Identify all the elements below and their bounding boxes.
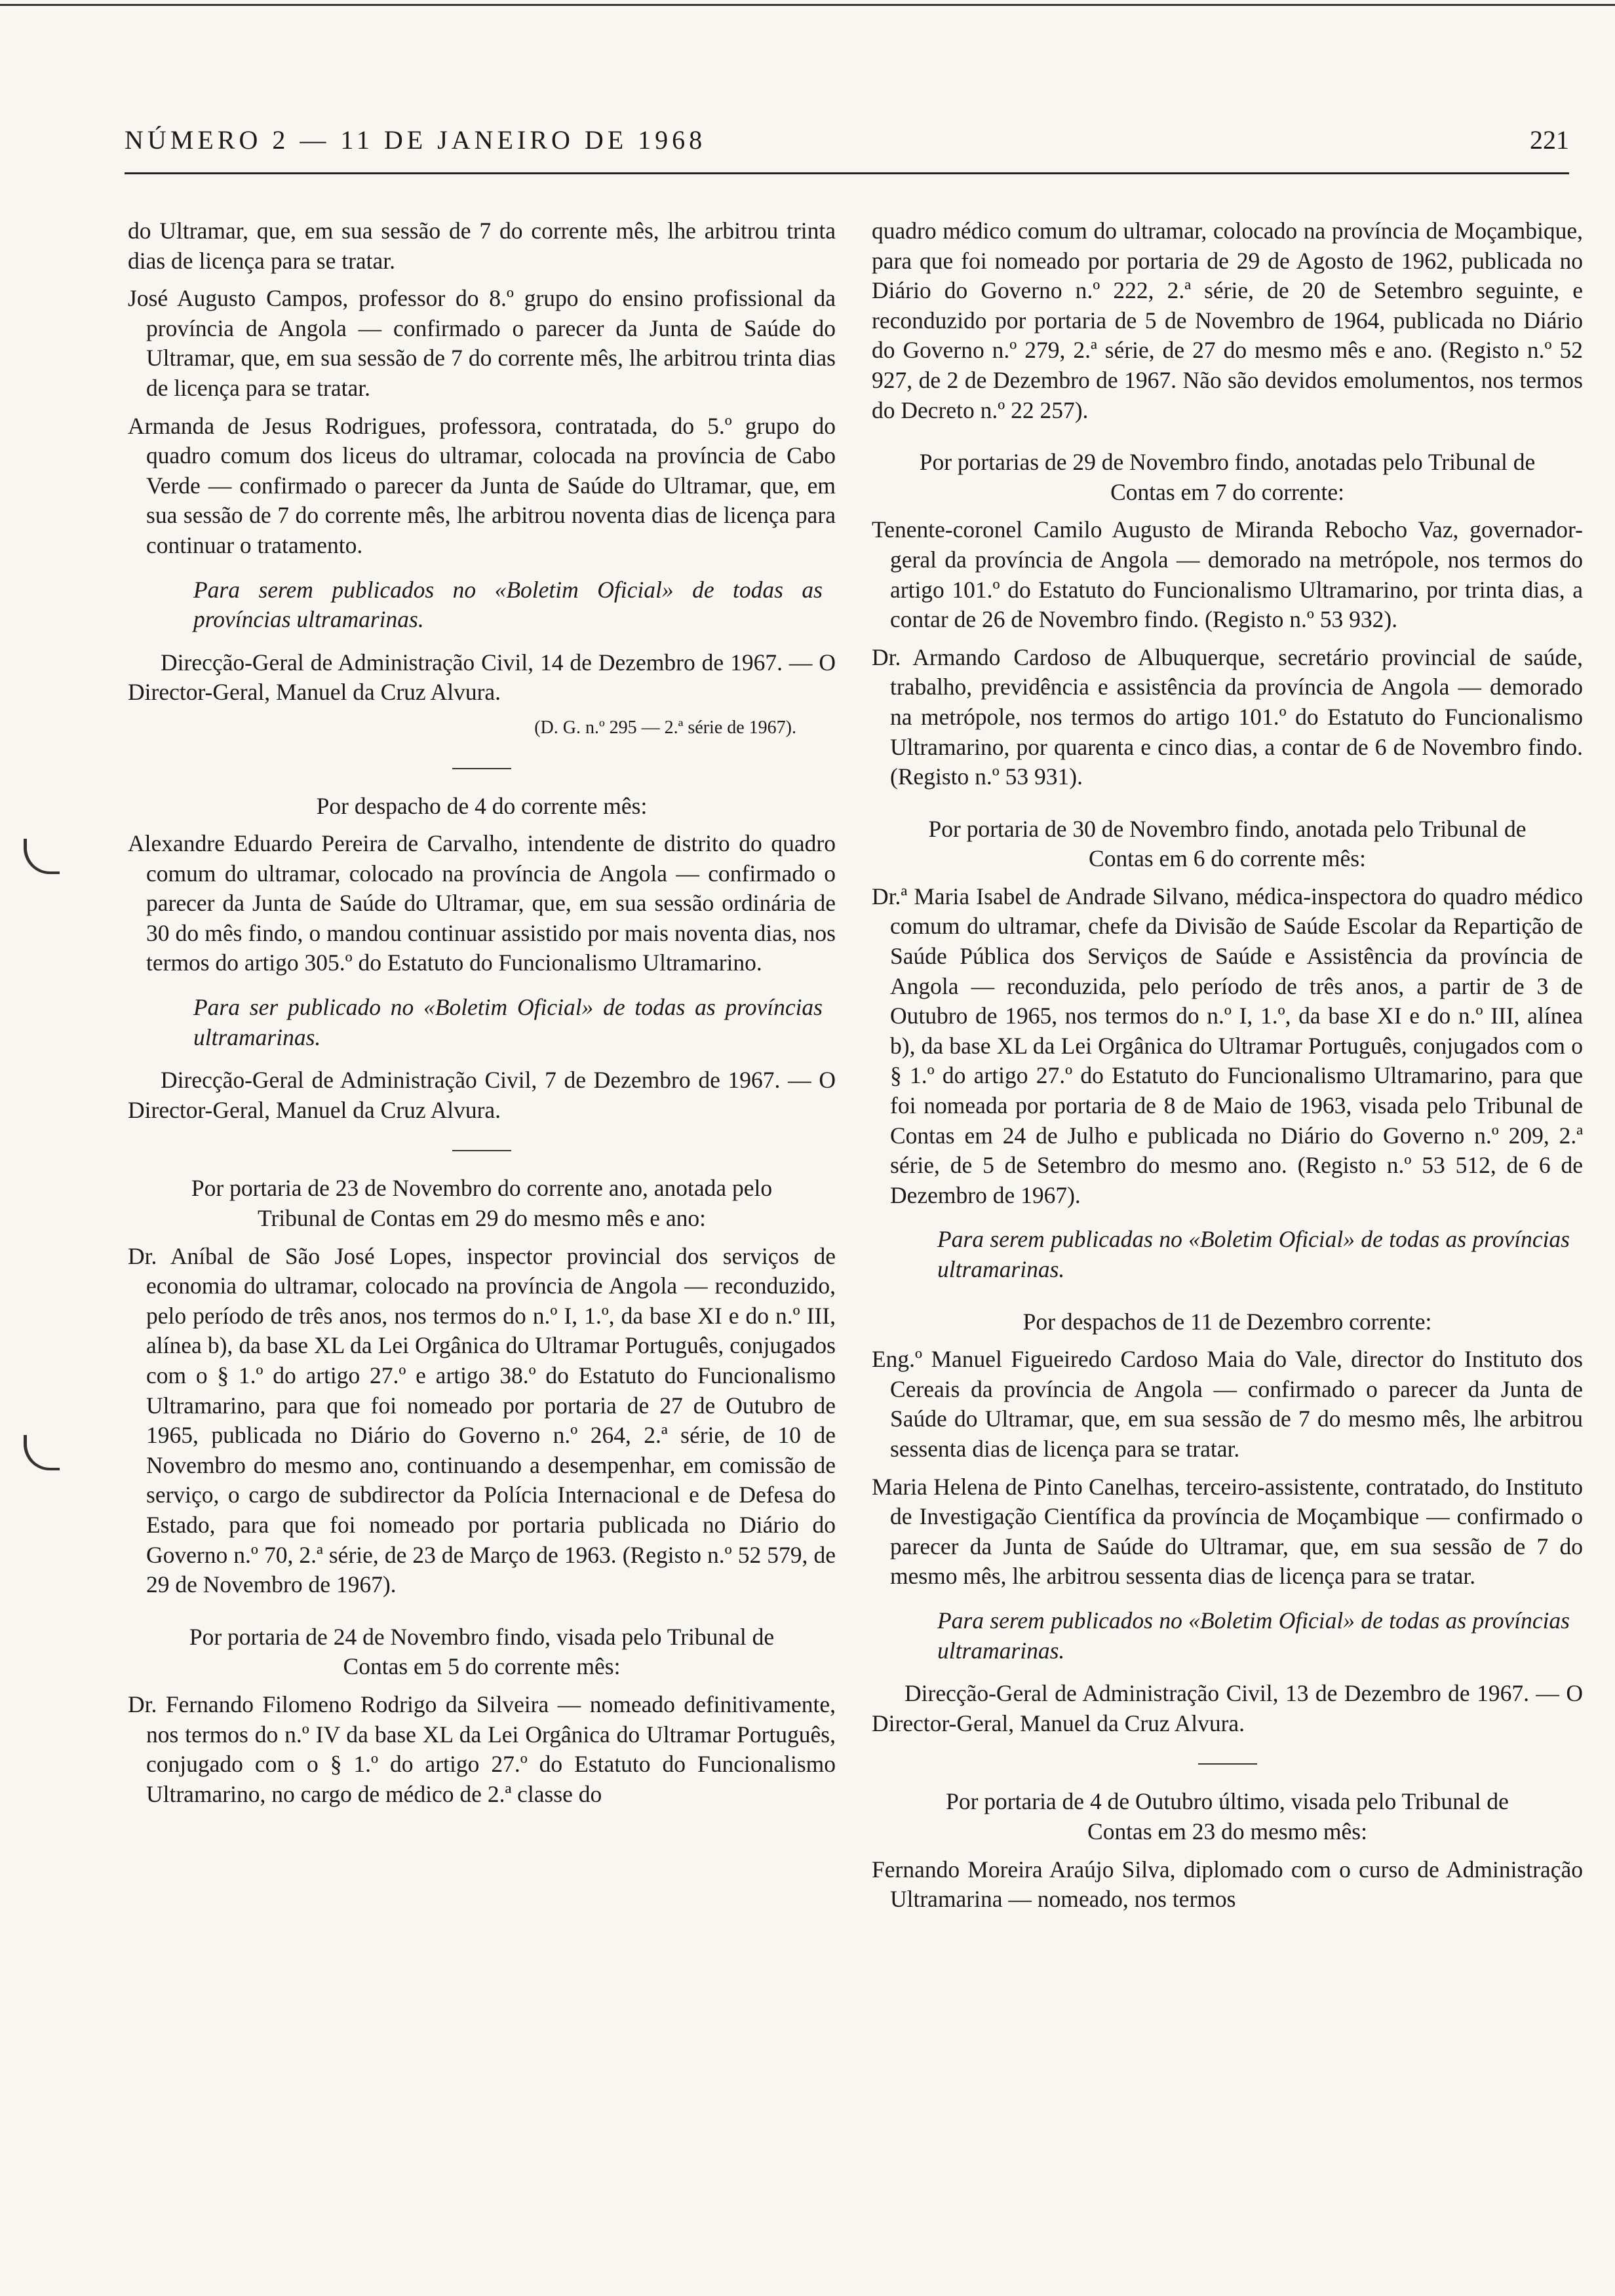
paragraph: Fernando Moreira Araújo Silva, diplomado com o curso de Administração Ultramarina — nomeado, nos termos <box>872 1856 1583 1913</box>
paragraph: Eng.º Manuel Figueiredo Cardoso Maia do Vale, director do Instituto dos Cereais da província de Angola — confirmado o parecer da Junta de Saúde do Ultramar, que, em sua sessão de 7 do mesmo mês, lhe arbitrou sessenta dias de licença para se tratar. <box>872 1346 1583 1462</box>
publication-note: Para serem publicadas no «Boletim Oficial» de todas as províncias ultramarinas. <box>937 1226 1570 1282</box>
section-separator <box>1198 1763 1257 1765</box>
paragraph: Dr.ª Maria Isabel de Andrade Silvano, médica-inspectora do quadro médico comum do ultramar, chefe da Divisão de Saúde Escolar da Repartição de Saúde Pública dos Serviços de Saúde e Assistência da província de Angola — reconduzida, pelo período de três anos, a partir de 3 de Outubro de 1965, nos termos do n.º I, 1.º, da base XI e do n.º III, alínea b), da base XL da Lei Orgânica do Ultramar Português, conjugados com o § 1.º do artigo 27.º do Estatuto do Funcionalismo Ultramarino, para que foi nomeada por portaria de 8 de Maio de 1963, visada pelo Tribunal de Contas em 24 de Julho e publicada no Diário do Governo n.º 209, 2.ª série, de 5 de Setembro do mesmo ano. (Registo n.º 53 512, de 6 de Dezembro de 1967). <box>872 883 1583 1208</box>
section-intro: Por portaria de 4 de Outubro último, visada pelo Tribunal de Contas em 23 do mesmo mês: <box>946 1788 1509 1845</box>
margin-mark <box>24 1435 60 1470</box>
section-separator <box>452 768 511 769</box>
paragraph: Dr. Fernando Filomeno Rodrigo da Silveira — nomeado definitivamente, nos termos do n.º IV da base XL da Lei Orgânica do Ultramar Português, conjugado com o § 1.º do artigo 27.º do Estatuto do Funcionalismo Ultramarino, no cargo de médico de 2.ª classe do <box>128 1691 836 1807</box>
publication-note: Para serem publicados no «Boletim Oficial» de todas as províncias ultramarinas. <box>193 576 823 633</box>
paragraph: Dr. Armando Cardoso de Albuquerque, secretário provincial de saúde, trabalho, previdência e assistência da província de Angola — demorado na metrópole, nos termos do artigo 101.º do Estatuto do Funcionalismo Ultramarino, por quarenta e cinco dias, a contar de 6 de Novembro findo. (Registo n.º 53 931). <box>872 643 1583 790</box>
section-intro: Por despachos de 11 de Dezembro corrente: <box>1022 1308 1432 1335</box>
margin-mark <box>24 839 60 874</box>
section-intro: Por despacho de 4 do corrente mês: <box>316 792 648 819</box>
section-intro: Por portaria de 23 de Novembro do corrente ano, anotada pelo Tribunal de Contas em 29 do mesmo mês e ano: <box>191 1175 773 1232</box>
paragraph: Alexandre Eduardo Pereira de Carvalho, intendente de distrito do quadro comum do ultramar, colocado na província de Angola — confirmado o parecer da Junta de Saúde do Ultramar, que, em sua sessão ordinária de 30 do mês findo, o mandou continuar assistido por mais noventa dias, nos termos do artigo 305.º do Estatuto do Funcionalismo Ultramarino. <box>128 830 836 976</box>
publication-note: Para serem publicados no «Boletim Oficial» de todas as províncias ultramarinas. <box>937 1607 1570 1664</box>
publication-note: Para ser publicado no «Boletim Oficial» de todas as províncias ultramarinas. <box>193 994 823 1050</box>
right-column <box>872 216 1583 1923</box>
issue-title: NÚMERO 2 — 11 DE JANEIRO DE 1968 <box>125 125 707 155</box>
signature: Direcção-Geral de Administração Civil, 13 de Dezembro de 1967. — O Director-Geral, Manuel da Cruz Alvura. <box>872 1680 1583 1736</box>
page-header <box>125 124 1569 170</box>
section-separator <box>452 1150 511 1151</box>
source-reference: (D. G. n.º 295 — 2.ª série de 1967). <box>534 717 796 738</box>
paragraph: Tenente-coronel Camilo Augusto de Miranda Rebocho Vaz, governador-geral da província de Angola — demorado na metrópole, nos termos do artigo 101.º do Estatuto do Funcionalismo Ultramarino, por trinta dias, a contar de 26 de Novembro findo. (Registo n.º 53 932). <box>872 516 1583 633</box>
section-intro: Por portaria de 30 de Novembro findo, anotada pelo Tribunal de Contas em 6 do corrente mês: <box>928 815 1527 872</box>
paragraph: Armanda de Jesus Rodrigues, professora, contratada, do 5.º grupo do quadro comum dos liceus do ultramar, colocada na província de Cabo Verde — confirmado o parecer da Junta de Saúde do Ultramar, que, em sua sessão de 7 do corrente mês, lhe arbitrou noventa dias de licença para continuar o tratamento. <box>128 412 836 558</box>
header-rule <box>125 172 1569 174</box>
paragraph: quadro médico comum do ultramar, colocado na província de Moçambique, para que foi nomeado por portaria de 29 de Agosto de 1962, publicada no Diário do Governo n.º 222, 2.ª série, de 20 de Setembro seguinte, e reconduzido por portaria de 5 de Novembro de 1964, publicada no Diário do Governo n.º 279, 2.ª série, de 27 do mesmo mês e ano. (Registo n.º 52 927, de 2 de Dezembro de 1967. Não são devidos emolumentos, nos termos do Decreto n.º 22 257). <box>872 218 1583 423</box>
signature: Direcção-Geral de Administração Civil, 7 de Dezembro de 1967. — O Director-Geral, Manuel da Cruz Alvura. <box>128 1067 836 1123</box>
section-intro: Por portaria de 24 de Novembro findo, visada pelo Tribunal de Contas em 5 do corrente mês: <box>189 1623 775 1680</box>
left-column <box>128 216 836 1817</box>
paragraph: Maria Helena de Pinto Canelhas, terceiro-assistente, contratado, do Instituto de Investigação Científica da província de Moçambique — confirmado o parecer da Junta de Saúde do Ultramar, que, em sua sessão de 7 do mesmo mês, lhe arbitrou sessenta dias de licença para se tratar. <box>872 1473 1583 1590</box>
top-border-rule <box>0 4 1615 6</box>
paragraph: Dr. Aníbal de São José Lopes, inspector provincial dos serviços de economia do ultramar, colocado na província de Angola — reconduzido, pelo período de três anos, nos termos do n.º I, 1.º, da base XI e do n.º III, alínea b), da base XL da Lei Orgânica do Ultramar Português, conjugados com o § 1.º do artigo 27.º e artigo 38.º do Estatuto do Funcionalismo Ultramarino, para que foi nomeado por portaria de 27 de Outubro de 1965, publicada no Diário do Governo n.º 264, 2.ª série, de 10 de Novembro do mesmo ano, continuando a desempenhar, em comissão de serviço, o cargo de subdirector da Polícia Internacional e de Defesa do Estado, para que foi nomeado por portaria publicada no Diário do Governo n.º 70, 2.ª série, de 23 de Março de 1963. (Registo n.º 52 579, de 29 de Novembro de 1967). <box>128 1242 836 1598</box>
paragraph: do Ultramar, que, em sua sessão de 7 do corrente mês, lhe arbitrou trinta dias de licença para se tratar. <box>128 218 836 274</box>
section-intro: Por portarias de 29 de Novembro findo, anotadas pelo Tribunal de Contas em 7 do corrente: <box>919 449 1536 505</box>
signature: Direcção-Geral de Administração Civil, 14 de Dezembro de 1967. — O Director-Geral, Manuel da Cruz Alvura. <box>128 649 836 706</box>
paragraph: José Augusto Campos, professor do 8.º grupo do ensino profissional da província de Angola — confirmado o parecer da Junta de Saúde do Ultramar, que, em sua sessão de 7 do corrente mês, lhe arbitrou trinta dias de licença para se tratar. <box>128 285 836 401</box>
page-number: 221 <box>1530 125 1569 155</box>
